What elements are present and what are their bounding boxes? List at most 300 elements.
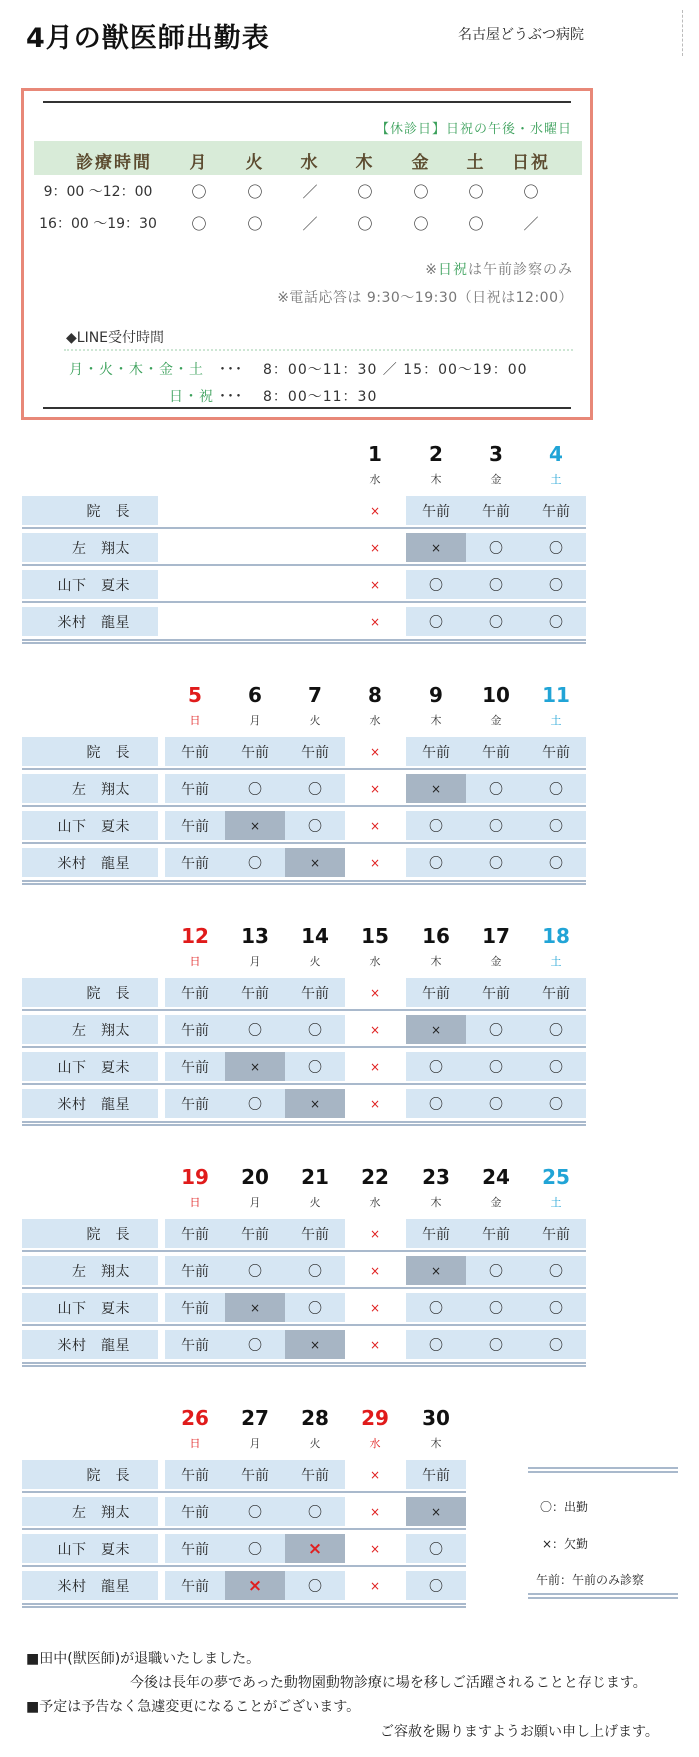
footer-line-2: 今後は長年の夢であった動物園動物診療に場を移しご活躍されることと存じます。 xyxy=(130,1675,647,1691)
dotted-divider xyxy=(64,349,573,351)
day-weekday: 火 xyxy=(309,1196,321,1209)
schedule-cell: 午前 xyxy=(165,1256,225,1285)
schedule-cell: 〇 xyxy=(526,774,586,803)
hours-day-6: 日祝 xyxy=(512,153,550,173)
hours-mark: ／ xyxy=(302,183,318,201)
schedule-cell: 〇 xyxy=(466,1052,526,1081)
legend-am: 午前：午前のみ診察 xyxy=(536,1573,645,1587)
schedule-cell: 〇 xyxy=(466,811,526,840)
hours-mark: 〇 xyxy=(523,183,539,201)
staff-row xyxy=(22,1534,466,1563)
day-number: 25 xyxy=(542,1165,570,1189)
table-bottom-border xyxy=(22,639,586,644)
schedule-cell: × xyxy=(225,1293,285,1322)
hours-mark: 〇 xyxy=(413,215,429,233)
schedule-cell: 午前 xyxy=(406,1460,466,1489)
schedule-cell: 午前 xyxy=(165,1534,225,1563)
staff-name: 山下 夏未 xyxy=(22,570,158,599)
schedule-cell: 〇 xyxy=(285,1052,345,1081)
schedule-cell: 午前 xyxy=(285,1460,345,1489)
day-weekday: 水 xyxy=(369,714,381,727)
day-weekday: 金 xyxy=(490,714,502,727)
schedule-cell: 〇 xyxy=(406,1534,466,1563)
phone-note: ※電話応答は 9:30～19:30（日祝は12:00） xyxy=(277,290,573,306)
schedule-cell: × xyxy=(225,811,285,840)
hours-day-2: 水 xyxy=(300,153,320,173)
schedule-cell: 〇 xyxy=(466,848,526,877)
schedule-cell: 午前 xyxy=(225,1460,285,1489)
row-divider xyxy=(22,1009,586,1011)
page-title: 4月の獣医師出勤表 xyxy=(26,23,270,54)
day-number: 15 xyxy=(361,924,389,948)
schedule-cell: 午前 xyxy=(526,1219,586,1248)
divider xyxy=(43,407,571,409)
schedule-cell: 午前 xyxy=(225,978,285,1007)
schedule-cell: × xyxy=(369,1337,381,1352)
schedule-cell: × xyxy=(369,1263,381,1278)
staff-name: 院 長 xyxy=(22,978,158,1007)
schedule-cell: 〇 xyxy=(225,1534,285,1563)
row-divider xyxy=(22,1565,466,1567)
line-row-dots: ･･･ xyxy=(219,389,243,405)
schedule-cell: 〇 xyxy=(466,1089,526,1118)
schedule-cell: 午前 xyxy=(165,1015,225,1044)
day-number: 20 xyxy=(241,1165,269,1189)
schedule-cell: × xyxy=(369,781,381,796)
schedule-cell: 〇 xyxy=(466,1293,526,1322)
staff-row xyxy=(22,1052,586,1081)
day-weekday: 月 xyxy=(249,714,261,727)
line-row-time: 8：00～11：30 ／ 15：00～19：00 xyxy=(263,362,528,378)
schedule-cell: 午前 xyxy=(406,496,466,525)
clinic-hours-box xyxy=(21,88,593,420)
schedule-cell: × xyxy=(369,1541,381,1556)
schedule-cell: 〇 xyxy=(225,774,285,803)
schedule-cell: 〇 xyxy=(406,1330,466,1359)
schedule-cell: 午前 xyxy=(526,978,586,1007)
schedule-cell: 〇 xyxy=(526,1293,586,1322)
schedule-cell: 〇 xyxy=(285,774,345,803)
schedule-cell: × xyxy=(285,1330,345,1359)
day-weekday: 水 xyxy=(369,955,381,968)
schedule-cell: × xyxy=(285,1089,345,1118)
day-number: 23 xyxy=(422,1165,450,1189)
day-number: 5 xyxy=(188,683,202,707)
hours-mark: 〇 xyxy=(247,183,263,201)
schedule-cell: 〇 xyxy=(526,533,586,562)
line-row-dots: ･･･ xyxy=(219,362,243,378)
row-divider xyxy=(22,527,586,529)
hours-mark: 〇 xyxy=(468,183,484,201)
day-number: 29 xyxy=(361,1406,389,1430)
schedule-cell: × xyxy=(369,577,381,592)
staff-name: 米村 龍星 xyxy=(22,607,158,636)
staff-name: 米村 龍星 xyxy=(22,848,158,877)
schedule-cell: 午前 xyxy=(285,978,345,1007)
schedule-cell: × xyxy=(369,855,381,870)
schedule-cell: 午前 xyxy=(165,1571,225,1600)
schedule-cell: × xyxy=(369,1467,381,1482)
line-row-time: 8：00～11：30 xyxy=(263,389,378,405)
staff-row xyxy=(22,1219,586,1248)
hours-day-0: 月 xyxy=(189,153,209,173)
staff-name: 左 翔太 xyxy=(22,533,158,562)
day-weekday: 月 xyxy=(249,1196,261,1209)
schedule-cell: 〇 xyxy=(406,811,466,840)
staff-name: 院 長 xyxy=(22,737,158,766)
schedule-cell: 〇 xyxy=(225,1256,285,1285)
note-prefix: ※ xyxy=(425,262,438,278)
day-weekday: 火 xyxy=(309,955,321,968)
table-bottom-border xyxy=(22,1603,466,1608)
row-divider xyxy=(22,1491,466,1493)
staff-row xyxy=(22,1256,586,1285)
day-weekday: 木 xyxy=(430,955,442,968)
day-number: 24 xyxy=(482,1165,510,1189)
hours-day-3: 木 xyxy=(355,153,375,173)
staff-row xyxy=(22,496,586,525)
day-number: 28 xyxy=(301,1406,329,1430)
schedule-cell: 〇 xyxy=(406,570,466,599)
day-number: 17 xyxy=(482,924,510,948)
day-weekday: 木 xyxy=(430,1437,442,1450)
day-weekday: 日 xyxy=(189,1437,201,1450)
schedule-cell: 〇 xyxy=(526,1015,586,1044)
day-weekday: 木 xyxy=(430,473,442,486)
hours-mark: 〇 xyxy=(413,183,429,201)
day-number: 21 xyxy=(301,1165,329,1189)
footer-line-4: ご容赦を賜りますようお願い申し上げます。 xyxy=(380,1724,659,1740)
day-weekday: 木 xyxy=(430,714,442,727)
schedule-cell: × xyxy=(406,1497,466,1526)
legend-absent: ×：欠勤 xyxy=(542,1537,589,1551)
schedule-cell: 午前 xyxy=(526,496,586,525)
day-number: 4 xyxy=(549,442,563,466)
schedule-cell: 〇 xyxy=(285,1497,345,1526)
schedule-cell: × xyxy=(369,744,381,759)
schedule-cell: 午前 xyxy=(165,1293,225,1322)
schedule-cell: × xyxy=(369,1578,381,1593)
schedule-cell: 午前 xyxy=(165,1330,225,1359)
hours-mark: 〇 xyxy=(247,215,263,233)
schedule-cell: 午前 xyxy=(225,1219,285,1248)
day-number: 19 xyxy=(181,1165,209,1189)
day-number: 26 xyxy=(181,1406,209,1430)
schedule-cell: × xyxy=(369,985,381,1000)
line-row-days: 月・火・木・金・土 xyxy=(69,362,204,378)
note-suffix: は午前診察のみ xyxy=(468,262,573,278)
schedule-cell: 〇 xyxy=(466,1330,526,1359)
row-divider xyxy=(22,1287,586,1289)
schedule-cell: × xyxy=(369,1096,381,1111)
schedule-cell: 〇 xyxy=(225,1089,285,1118)
schedule-cell: 〇 xyxy=(466,570,526,599)
schedule-cell: 午前 xyxy=(466,1219,526,1248)
schedule-cell: × xyxy=(225,1571,285,1600)
divider xyxy=(43,101,571,103)
schedule-cell: 午前 xyxy=(165,774,225,803)
staff-name: 左 翔太 xyxy=(22,1256,158,1285)
line-hours-title: ◆LINE受付時間 xyxy=(66,330,165,346)
day-weekday: 月 xyxy=(249,955,261,968)
schedule-cell: × xyxy=(406,533,466,562)
hours-mark: 〇 xyxy=(357,215,373,233)
schedule-cell: 〇 xyxy=(406,1089,466,1118)
schedule-cell: × xyxy=(225,1052,285,1081)
schedule-cell: 〇 xyxy=(526,1089,586,1118)
row-divider xyxy=(22,768,586,770)
line-row-weekday xyxy=(69,359,528,379)
day-weekday: 金 xyxy=(490,1196,502,1209)
schedule-cell: 午前 xyxy=(466,737,526,766)
staff-name: 山下 夏未 xyxy=(22,1052,158,1081)
staff-name: 左 翔太 xyxy=(22,1015,158,1044)
day-number: 16 xyxy=(422,924,450,948)
day-weekday: 金 xyxy=(490,955,502,968)
row-divider xyxy=(22,1528,466,1530)
closed-days-note: 【休診日】日祝の午後・水曜日 xyxy=(375,122,572,137)
footer-line-3: ■予定は予告なく急遽変更になることがございます。 xyxy=(26,1699,361,1715)
schedule-cell: 〇 xyxy=(466,774,526,803)
week-table xyxy=(22,1161,592,1371)
table-bottom-border xyxy=(22,880,586,885)
schedule-cell: × xyxy=(369,1022,381,1037)
schedule-cell: 午前 xyxy=(406,1219,466,1248)
hours-mark: 〇 xyxy=(191,215,207,233)
day-number: 8 xyxy=(368,683,382,707)
note-holiday: 日祝 xyxy=(438,262,468,278)
schedule-cell: × xyxy=(369,540,381,555)
row-divider xyxy=(22,1250,586,1252)
staff-row xyxy=(22,607,586,636)
day-number: 13 xyxy=(241,924,269,948)
schedule-cell: 午前 xyxy=(406,737,466,766)
schedule-cell: 〇 xyxy=(406,1052,466,1081)
day-weekday: 日 xyxy=(189,1196,201,1209)
schedule-cell: × xyxy=(406,774,466,803)
schedule-cell: 〇 xyxy=(225,1497,285,1526)
hours-time-0: 9：00 ～12：00 xyxy=(43,184,153,200)
day-weekday: 日 xyxy=(189,714,201,727)
schedule-cell: 午前 xyxy=(225,737,285,766)
day-number: 2 xyxy=(429,442,443,466)
staff-name: 院 長 xyxy=(22,1219,158,1248)
hours-mark: 〇 xyxy=(191,183,207,201)
day-number: 22 xyxy=(361,1165,389,1189)
week-table xyxy=(22,679,592,889)
hours-head-label: 診療時間 xyxy=(76,153,152,173)
hours-mark: ／ xyxy=(523,215,539,233)
staff-row xyxy=(22,533,586,562)
schedule-cell: 〇 xyxy=(225,1330,285,1359)
staff-name: 院 長 xyxy=(22,496,158,525)
day-number: 3 xyxy=(489,442,503,466)
row-divider xyxy=(22,564,586,566)
schedule-cell: 午前 xyxy=(526,737,586,766)
schedule-cell: 〇 xyxy=(285,1571,345,1600)
hours-mark: 〇 xyxy=(357,183,373,201)
day-weekday: 木 xyxy=(430,1196,442,1209)
schedule-cell: 〇 xyxy=(285,811,345,840)
staff-row xyxy=(22,1293,586,1322)
schedule-cell: × xyxy=(285,1534,345,1563)
schedule-cell: 午前 xyxy=(165,978,225,1007)
schedule-cell: 〇 xyxy=(466,533,526,562)
staff-name: 左 翔太 xyxy=(22,774,158,803)
line-row-holiday xyxy=(169,386,377,406)
day-weekday: 水 xyxy=(369,473,381,486)
schedule-cell: × xyxy=(369,1226,381,1241)
staff-name: 左 翔太 xyxy=(22,1497,158,1526)
day-weekday: 土 xyxy=(550,1196,562,1209)
footer-line-1: ■田中(獣医師)が退職いたしました。 xyxy=(26,1651,261,1667)
staff-row xyxy=(22,1460,466,1489)
schedule-cell: 〇 xyxy=(526,607,586,636)
schedule-cell: 〇 xyxy=(285,1256,345,1285)
schedule-cell: 〇 xyxy=(406,1571,466,1600)
day-number: 1 xyxy=(368,442,382,466)
staff-row xyxy=(22,978,586,1007)
schedule-cell: × xyxy=(406,1015,466,1044)
day-number: 7 xyxy=(308,683,322,707)
holiday-note xyxy=(425,259,573,279)
table-bottom-border xyxy=(22,1121,586,1126)
day-number: 12 xyxy=(181,924,209,948)
week-table xyxy=(22,1402,592,1612)
schedule-cell: × xyxy=(285,848,345,877)
legend-line-top xyxy=(528,1467,678,1473)
row-divider xyxy=(22,1324,586,1326)
schedule-cell: × xyxy=(369,1504,381,1519)
schedule-cell: 午前 xyxy=(165,1497,225,1526)
week-table xyxy=(22,438,592,648)
schedule-cell: × xyxy=(369,1300,381,1315)
schedule-cell: 〇 xyxy=(466,607,526,636)
hours-day-4: 金 xyxy=(411,153,431,173)
staff-row xyxy=(22,774,586,803)
divider xyxy=(682,10,683,56)
day-weekday: 水 xyxy=(369,1196,381,1209)
schedule-cell: 〇 xyxy=(526,1256,586,1285)
week-table xyxy=(22,920,592,1130)
hours-mark: 〇 xyxy=(468,215,484,233)
day-weekday: 月 xyxy=(249,1437,261,1450)
schedule-cell: 午前 xyxy=(165,811,225,840)
staff-name: 米村 龍星 xyxy=(22,1089,158,1118)
legend-present: 〇：出勤 xyxy=(540,1500,589,1514)
day-weekday: 日 xyxy=(189,955,201,968)
staff-row xyxy=(22,811,586,840)
schedule-cell: × xyxy=(369,818,381,833)
staff-name: 山下 夏未 xyxy=(22,1534,158,1563)
schedule-cell: 〇 xyxy=(526,1052,586,1081)
line-row-days: 日・祝 xyxy=(169,389,214,405)
day-number: 6 xyxy=(248,683,262,707)
schedule-cell: 午前 xyxy=(285,1219,345,1248)
day-weekday: 水 xyxy=(369,1437,381,1450)
schedule-cell: 〇 xyxy=(526,811,586,840)
schedule-cell: 午前 xyxy=(165,1460,225,1489)
day-number: 18 xyxy=(542,924,570,948)
staff-row xyxy=(22,1497,466,1526)
staff-row xyxy=(22,1015,586,1044)
schedule-cell: 午前 xyxy=(466,978,526,1007)
schedule-cell: 〇 xyxy=(406,1293,466,1322)
staff-row xyxy=(22,737,586,766)
staff-name: 山下 夏未 xyxy=(22,811,158,840)
schedule-cell: 〇 xyxy=(285,1293,345,1322)
row-divider xyxy=(22,1046,586,1048)
table-bottom-border xyxy=(22,1362,586,1367)
day-number: 14 xyxy=(301,924,329,948)
clinic-name: 名古屋どうぶつ病院 xyxy=(458,27,584,43)
day-number: 9 xyxy=(429,683,443,707)
schedule-cell: 午前 xyxy=(165,848,225,877)
row-divider xyxy=(22,601,586,603)
schedule-cell: 〇 xyxy=(285,1015,345,1044)
staff-name: 院 長 xyxy=(22,1460,158,1489)
row-divider xyxy=(22,805,586,807)
staff-row xyxy=(22,1571,466,1600)
schedule-cell: 午前 xyxy=(165,1052,225,1081)
row-divider xyxy=(22,1083,586,1085)
schedule-cell: 午前 xyxy=(466,496,526,525)
schedule-cell: 午前 xyxy=(165,737,225,766)
schedule-cell: 〇 xyxy=(466,1256,526,1285)
staff-name: 米村 龍星 xyxy=(22,1330,158,1359)
staff-row xyxy=(22,1330,586,1359)
schedule-cell: × xyxy=(369,614,381,629)
hours-day-1: 火 xyxy=(245,153,265,173)
day-weekday: 火 xyxy=(309,1437,321,1450)
staff-row xyxy=(22,1089,586,1118)
day-weekday: 金 xyxy=(490,473,502,486)
schedule-cell: 〇 xyxy=(225,1015,285,1044)
staff-row xyxy=(22,848,586,877)
hours-time-1: 16：00 ～19：30 xyxy=(39,216,157,232)
staff-name: 山下 夏未 xyxy=(22,1293,158,1322)
schedule-cell: 〇 xyxy=(466,1015,526,1044)
schedule-cell: 午前 xyxy=(285,737,345,766)
day-number: 10 xyxy=(482,683,510,707)
day-weekday: 土 xyxy=(550,473,562,486)
day-number: 30 xyxy=(422,1406,450,1430)
schedule-cell: 〇 xyxy=(526,848,586,877)
hours-day-5: 土 xyxy=(466,153,486,173)
schedule-cell: × xyxy=(406,1256,466,1285)
staff-row xyxy=(22,570,586,599)
schedule-cell: 午前 xyxy=(165,1219,225,1248)
day-weekday: 土 xyxy=(550,714,562,727)
day-number: 27 xyxy=(241,1406,269,1430)
day-weekday: 土 xyxy=(550,955,562,968)
day-weekday: 火 xyxy=(309,714,321,727)
schedule-cell: 〇 xyxy=(406,848,466,877)
staff-name: 米村 龍星 xyxy=(22,1571,158,1600)
schedule-cell: × xyxy=(369,503,381,518)
legend-line-bottom xyxy=(528,1593,678,1599)
day-number: 11 xyxy=(542,683,570,707)
schedule-cell: 午前 xyxy=(406,978,466,1007)
schedule-cell: 午前 xyxy=(165,1089,225,1118)
schedule-cell: 〇 xyxy=(526,570,586,599)
schedule-cell: 〇 xyxy=(225,848,285,877)
schedule-cell: 〇 xyxy=(526,1330,586,1359)
hours-mark: ／ xyxy=(302,215,318,233)
row-divider xyxy=(22,842,586,844)
schedule-cell: 〇 xyxy=(406,607,466,636)
schedule-cell: × xyxy=(369,1059,381,1074)
